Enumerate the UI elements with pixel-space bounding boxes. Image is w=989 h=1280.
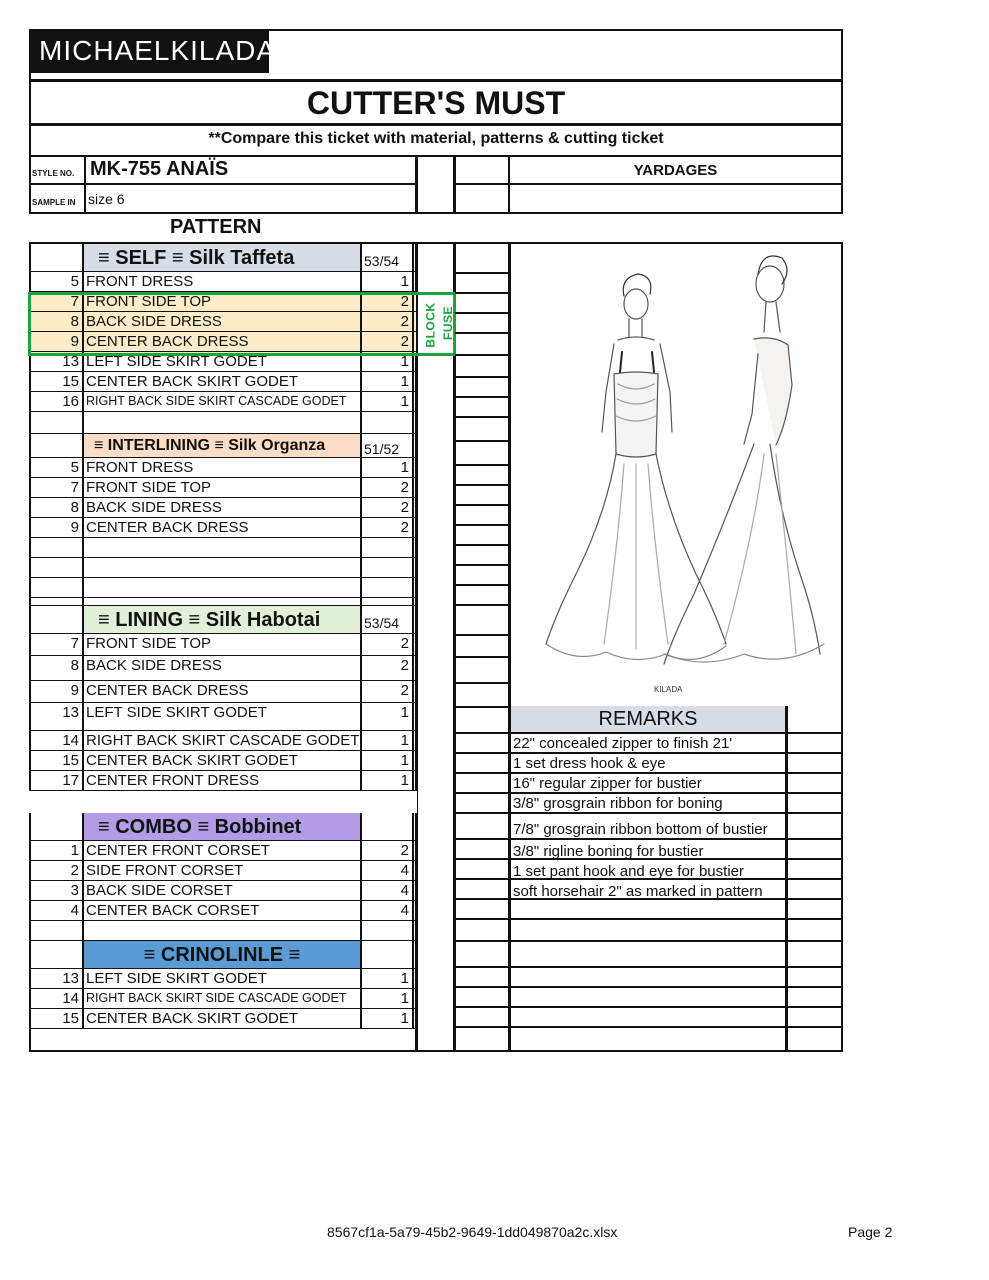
- table-row: [31, 392, 416, 412]
- table-row: [31, 881, 416, 901]
- row-number: 5: [31, 458, 84, 477]
- grid-line: [455, 376, 510, 378]
- style-divider: [31, 183, 415, 185]
- right-col-divider-1: [508, 244, 511, 1050]
- row-description: LEFT SIDE SKIRT GODET: [86, 353, 267, 370]
- grid-line: [455, 524, 510, 526]
- row-quantity: 2: [360, 681, 414, 702]
- row-number: [31, 558, 84, 577]
- row-description: BACK SIDE DRESS: [86, 657, 222, 674]
- grid-line: [455, 416, 510, 418]
- blank-row: [31, 921, 416, 941]
- row-number: 14: [31, 989, 84, 1008]
- grid-line: [455, 484, 510, 486]
- row-description: FRONT SIDE TOP: [86, 293, 212, 310]
- table-row: [31, 771, 416, 791]
- row-number: 7: [31, 292, 84, 311]
- sketch-signature: KILADA: [654, 685, 683, 694]
- row-number: 9: [31, 518, 84, 537]
- row-number: [31, 412, 84, 433]
- section-header-combo: ≡ COMBO ≡ Bobbinet: [84, 813, 360, 840]
- remark-item: 1 set dress hook & eye: [513, 755, 666, 772]
- grid-line: [455, 464, 510, 466]
- section-width: 53/54: [360, 244, 414, 271]
- yardages-label: YARDAGES: [633, 162, 718, 179]
- table-row: [31, 989, 416, 1009]
- table-row: [31, 478, 416, 498]
- row-quantity: 1: [360, 392, 414, 411]
- row-description: BACK SIDE CORSET: [86, 882, 233, 899]
- row-number: [31, 244, 84, 271]
- section-row-combo: [31, 813, 416, 841]
- row-number: 9: [31, 681, 84, 702]
- yardages-divider: [455, 183, 841, 185]
- remark-item: 7/8" grosgrain ribbon bottom of bustier: [513, 821, 768, 838]
- grid-line: [455, 564, 510, 566]
- blank-row: [31, 578, 416, 598]
- row-number: 8: [31, 312, 84, 331]
- row-quantity: [360, 538, 414, 557]
- row-number: 15: [31, 751, 84, 770]
- row-description: [84, 558, 360, 577]
- sample-in-label: SAMPLE IN: [32, 198, 76, 207]
- header-mid-cell: [416, 155, 456, 214]
- grid-line: [455, 1026, 841, 1028]
- grid-line: [455, 634, 510, 636]
- row-description: FRONT DRESS: [86, 273, 194, 290]
- row-description: CENTER FRONT CORSET: [86, 842, 270, 859]
- row-description: CENTER BACK DRESS: [86, 682, 249, 699]
- grid-line: [455, 940, 841, 942]
- row-quantity: [360, 578, 414, 597]
- grid-line: [455, 584, 510, 586]
- row-number: 15: [31, 372, 84, 391]
- section-header-self: ≡ SELF ≡ Silk Taffeta: [84, 244, 360, 271]
- section-header-lining: ≡ LINING ≡ Silk Habotai: [84, 606, 360, 633]
- row-description: LEFT SIDE SKIRT GODET: [86, 970, 267, 987]
- row-quantity: 1: [360, 989, 414, 1008]
- row-description: CENTER BACK SKIRT GODET: [86, 752, 298, 769]
- row-number: 15: [31, 1009, 84, 1028]
- grid-line: [455, 504, 510, 506]
- row-description: CENTER BACK DRESS: [86, 519, 249, 536]
- block-fuse-text-1: BLOCK: [423, 302, 438, 348]
- remark-item: 3/8" rigline boning for bustier: [513, 843, 704, 860]
- row-quantity: 2: [360, 478, 414, 497]
- grid-line: [455, 312, 510, 314]
- table-row: [31, 656, 416, 681]
- blank-row: [31, 412, 416, 434]
- blank-row: [31, 538, 416, 558]
- table-row: [31, 861, 416, 881]
- row-quantity: 4: [360, 861, 414, 880]
- row-number: 7: [31, 634, 84, 655]
- grid-line: [455, 966, 841, 968]
- section-row-interlining: [31, 434, 416, 458]
- row-number: 14: [31, 731, 84, 750]
- row-number: 3: [31, 881, 84, 900]
- grid-line: [455, 682, 510, 684]
- section-width: 51/52: [360, 434, 414, 457]
- block-fuse-box: [28, 292, 456, 356]
- row-number: 2: [31, 861, 84, 880]
- row-quantity: 1: [360, 352, 414, 371]
- row-number: 17: [31, 771, 84, 790]
- row-quantity: [360, 941, 414, 968]
- row-number: [31, 606, 84, 633]
- table-row: [31, 969, 416, 989]
- row-description: CENTER BACK SKIRT GODET: [86, 1010, 298, 1027]
- row-quantity: 1: [360, 272, 414, 291]
- style-no-value: MK-755 ANAÏS: [90, 158, 229, 180]
- row-quantity: 2: [360, 518, 414, 537]
- row-quantity: 2: [360, 332, 414, 351]
- blank-row: [31, 558, 416, 578]
- row-number: 13: [31, 352, 84, 371]
- table-row: [31, 498, 416, 518]
- row-description: [84, 598, 360, 605]
- row-number: 8: [31, 656, 84, 680]
- row-quantity: [360, 921, 414, 940]
- grid-line: [455, 396, 510, 398]
- row-description: BACK SIDE DRESS: [86, 313, 222, 330]
- row-quantity: [360, 598, 414, 605]
- sample-in-value: size 6: [88, 191, 125, 207]
- row-description: RIGHT BACK SKIRT SIDE CASCADE GODET: [86, 991, 347, 1005]
- footer-page: Page 2: [848, 1224, 893, 1240]
- row-description: CENTER FRONT DRESS: [86, 772, 260, 789]
- row-number: 7: [31, 478, 84, 497]
- row-number: [31, 538, 84, 557]
- table-row: [31, 634, 416, 656]
- row-quantity: [360, 813, 414, 840]
- section-row-lining: [31, 606, 416, 634]
- row-description: FRONT SIDE TOP: [86, 479, 212, 496]
- row-quantity: 2: [360, 498, 414, 517]
- section-header-interlining: ≡ INTERLINING ≡ Silk Organza: [84, 434, 360, 457]
- brand-logo: MICHAELKILADA: [31, 31, 269, 73]
- row-quantity: [360, 558, 414, 577]
- table-row: [31, 681, 416, 703]
- row-quantity: 1: [360, 969, 414, 988]
- row-number: [31, 941, 84, 968]
- row-description: SIDE FRONT CORSET: [86, 862, 244, 879]
- grid-line: [455, 332, 510, 334]
- grid-line: [455, 354, 510, 356]
- row-description: CENTER BACK DRESS: [86, 333, 249, 350]
- footer-filename: 8567cf1a-5a79-45b2-9649-1dd049870a2c.xlsx: [327, 1224, 618, 1240]
- row-quantity: 1: [360, 731, 414, 750]
- table-gap: [29, 791, 417, 813]
- section-row-self: [31, 244, 416, 272]
- row-quantity: 2: [360, 656, 414, 680]
- block-fuse-label: [412, 298, 456, 352]
- row-number: 4: [31, 901, 84, 920]
- row-quantity: 1: [360, 771, 414, 790]
- grid-line: [455, 544, 510, 546]
- row-description: [84, 538, 360, 557]
- row-description: FRONT SIDE TOP: [86, 635, 212, 652]
- row-quantity: 4: [360, 901, 414, 920]
- row-description: [84, 921, 360, 940]
- remark-item: 22" concealed zipper to finish 21': [513, 735, 733, 752]
- dress-sketch: [514, 244, 840, 704]
- fuse-column: [416, 242, 456, 1052]
- row-number: 5: [31, 272, 84, 291]
- grid-line: [455, 272, 510, 274]
- row-quantity: 2: [360, 841, 414, 860]
- style-label-divider: [84, 157, 86, 212]
- table-row: [31, 751, 416, 771]
- row-number: [31, 598, 84, 605]
- row-number: [31, 434, 84, 457]
- row-quantity: 1: [360, 458, 414, 477]
- row-quantity: 1: [360, 703, 414, 730]
- row-description: [84, 412, 360, 433]
- row-quantity: [360, 412, 414, 433]
- row-quantity: 2: [360, 312, 414, 331]
- grid-line: [455, 604, 510, 606]
- row-quantity: 4: [360, 881, 414, 900]
- remark-item: 1 set pant hook and eye for bustier: [513, 863, 744, 880]
- table-row: [31, 901, 416, 921]
- remarks-header: REMARKS: [511, 706, 785, 732]
- header-divider-2: [31, 123, 841, 126]
- row-description: BACK SIDE DRESS: [86, 499, 222, 516]
- table-row: [31, 731, 416, 751]
- page-title: CUTTER'S MUST: [306, 85, 566, 121]
- row-number: [31, 921, 84, 940]
- row-description: RIGHT BACK SIDE SKIRT CASCADE GODET: [86, 394, 347, 408]
- table-row: [31, 372, 416, 392]
- grid-line: [455, 986, 841, 988]
- row-number: 13: [31, 703, 84, 730]
- table-row: [31, 703, 416, 731]
- row-quantity: 1: [360, 372, 414, 391]
- table-row: [31, 272, 416, 292]
- row-number: 1: [31, 841, 84, 860]
- section-row-crinoline: [31, 941, 416, 969]
- section-width: 53/54: [360, 606, 414, 633]
- grid-line: [455, 1006, 841, 1008]
- row-number: 16: [31, 392, 84, 411]
- header-divider-1: [31, 79, 841, 82]
- table-row: [31, 841, 416, 861]
- grid-line: [455, 706, 510, 708]
- row-description: FRONT DRESS: [86, 459, 194, 476]
- row-description: LEFT SIDE SKIRT GODET: [86, 704, 267, 721]
- row-quantity: 1: [360, 751, 414, 770]
- row-number: [31, 578, 84, 597]
- remark-item: 16" regular zipper for bustier: [513, 775, 702, 792]
- remark-item: 3/8" grosgrain ribbon for boning: [513, 795, 723, 812]
- row-quantity: 1: [360, 1009, 414, 1028]
- row-description: RIGHT BACK SKIRT CASCADE GODET: [86, 732, 360, 749]
- row-description: [84, 578, 360, 597]
- grid-line: [455, 656, 510, 658]
- row-number: [31, 813, 84, 840]
- grid-line: [455, 292, 510, 294]
- grid-line: [455, 440, 510, 442]
- section-header-crinoline: ≡ CRINOLINLE ≡: [84, 941, 360, 968]
- dress-sketch-svg: [514, 244, 840, 704]
- style-no-label: STYLE NO.: [32, 169, 75, 178]
- table-row: [31, 458, 416, 478]
- row-number: 13: [31, 969, 84, 988]
- remark-item: soft horsehair 2" as marked in pattern: [513, 883, 763, 900]
- grid-line: [455, 918, 841, 920]
- row-number: 8: [31, 498, 84, 517]
- row-description: CENTER BACK SKIRT GODET: [86, 373, 298, 390]
- row-description: CENTER BACK CORSET: [86, 902, 260, 919]
- row-quantity: 2: [360, 292, 414, 311]
- row-quantity: 2: [360, 634, 414, 655]
- table-row: [31, 1009, 416, 1029]
- table-row: [31, 518, 416, 538]
- blank-row: [31, 598, 416, 606]
- row-number: 9: [31, 332, 84, 351]
- pattern-label: PATTERN: [170, 216, 262, 238]
- block-fuse-text-2: FUSE: [441, 305, 456, 341]
- page-subtitle: **Compare this ticket with material, patterns & cutting ticket: [208, 130, 664, 147]
